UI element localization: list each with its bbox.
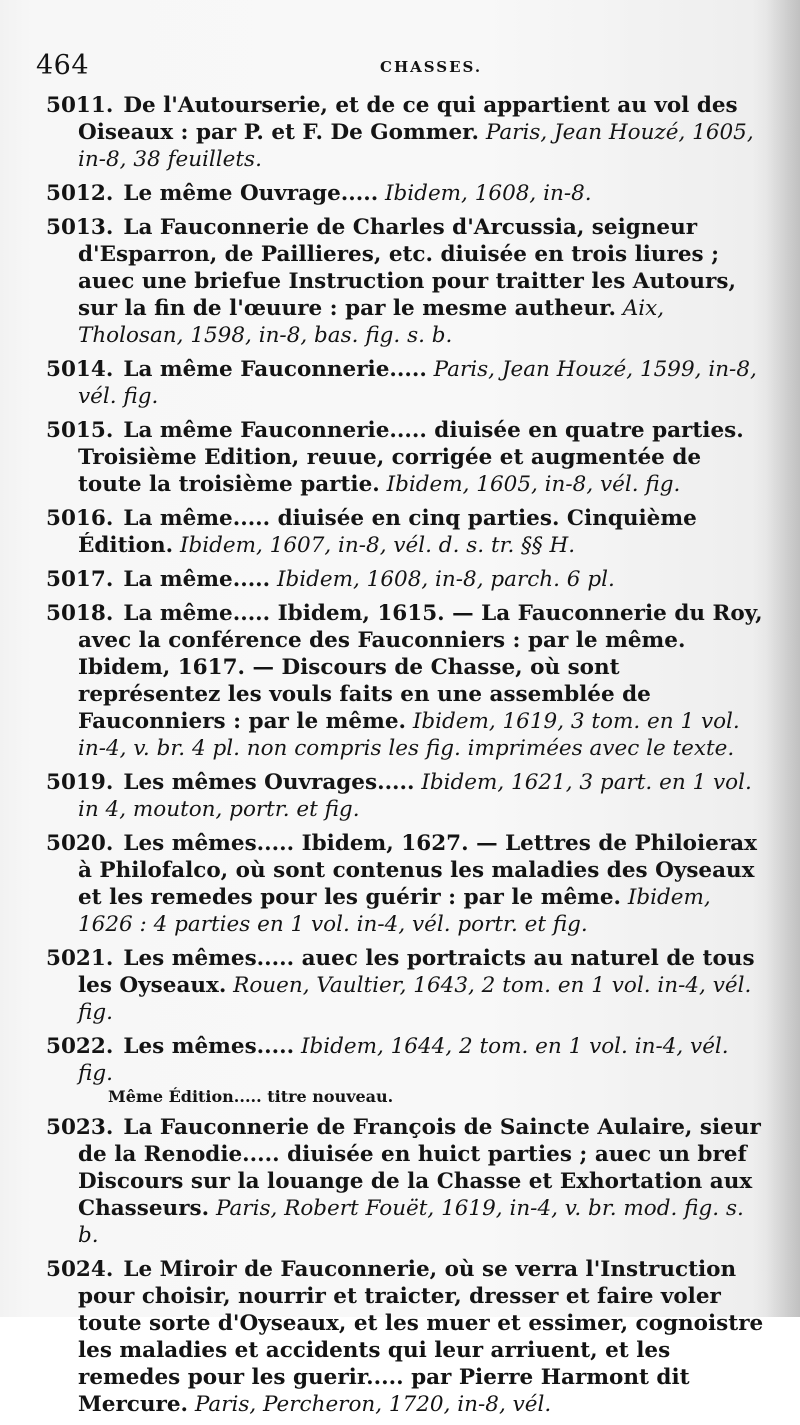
entry-title: La même..... diuisée en cinq parties. Cinquième Édition. <box>78 506 697 558</box>
entry-title: Le Miroir de Fauconnerie, où se verra l'Instruction pour choisir, nourrir et traicter, dresser et faire voler toute sorte d'Oyseaux, et les muer et essimer, cognoistre les maladies et accidents qui leur arriuent, et les remedes pour les guerir..... par Pierre Harmont dit Mercure. <box>78 1257 764 1417</box>
entry-number: 5017. <box>46 567 114 592</box>
entry-publication: Ibidem, 1605, in-8, vél. fig. <box>386 472 681 497</box>
catalogue-entry <box>36 1033 766 1107</box>
catalogue-entry <box>36 830 766 938</box>
entry-number: 5021. <box>46 946 114 971</box>
catalogue-entry <box>36 180 766 207</box>
entry-title: Les mêmes Ouvrages..... <box>123 770 415 795</box>
catalogue-entry <box>36 1256 766 1418</box>
catalogue-entry <box>36 92 766 173</box>
catalogue-entry <box>36 214 766 349</box>
entry-publication: Ibidem, 1619, 3 tom. en 1 vol. in-4, v. br. 4 pl. non compris les fig. imprimées avec le texte. <box>78 709 740 761</box>
entry-title: Les mêmes..... <box>123 1034 295 1059</box>
entry-number: 5012. <box>46 181 114 206</box>
catalogue-entry <box>36 417 766 498</box>
catalogue-entry <box>36 600 766 762</box>
running-head: CHASSES. <box>380 58 483 76</box>
catalogue-entry <box>36 1114 766 1249</box>
entry-number: 5024. <box>46 1257 114 1282</box>
entry-publication: Paris, Jean Houzé, 1599, in-8, vél. fig. <box>78 357 757 409</box>
entry-publication: Ibidem, 1626 : 4 parties en 1 vol. in-4, vél. portr. et fig. <box>78 885 711 937</box>
catalogue-entry <box>36 769 766 823</box>
entry-publication: Ibidem, 1607, in-8, vél. d. s. tr. §§ H. <box>180 533 576 558</box>
catalogue-entry <box>36 945 766 1026</box>
entry-title: La même Fauconnerie..... diuisée en quatre parties. Troisième Edition, reuue, corrigée et augmentée de toute la troisième partie. <box>78 418 744 497</box>
entry-title: De l'Autourserie, et de ce qui appartient au vol des Oiseaux : par P. et F. De Gommer. <box>78 93 738 145</box>
entry-publication: Ibidem, 1621, 3 part. en 1 vol. in 4, mouton, portr. et fig. <box>78 770 752 822</box>
entry-publication: Paris, Percheron, 1720, in-8, vél. <box>194 1392 552 1417</box>
entry-number: 5022. <box>46 1034 114 1059</box>
entry-number: 5018. <box>46 601 114 626</box>
entry-publication: Ibidem, 1608, in-8, parch. 6 pl. <box>277 567 615 592</box>
entry-title: Le même Ouvrage..... <box>123 181 379 206</box>
entry-number: 5014. <box>46 357 114 382</box>
entry-title: La même Fauconnerie..... <box>123 357 427 382</box>
entry-title: Les mêmes..... auec les portraicts au naturel de tous les Oyseaux. <box>78 946 755 998</box>
entry-number: 5019. <box>46 770 114 795</box>
entry-publication: Paris, Robert Fouët, 1619, in-4, v. br. mod. fig. s. b. <box>78 1196 744 1248</box>
entry-publication: Aix, Tholosan, 1598, in-8, bas. fig. s. b. <box>78 296 665 348</box>
entry-number: 5015. <box>46 418 114 443</box>
entry-title: La même..... Ibidem, 1615. — La Fauconnerie du Roy, avec la conférence des Fauconniers : par le même. Ibidem, 1617. — Discours de Chasse, où sont représentez les vouls faits en une assemblée de Fauconniers : par le même. <box>78 601 763 734</box>
catalogue-entry <box>36 566 766 593</box>
entry-number: 5013. <box>46 215 114 240</box>
catalogue-entry <box>36 505 766 559</box>
catalogue-entry <box>36 356 766 410</box>
catalogue-entries <box>36 92 766 1425</box>
entry-publication: Ibidem, 1608, in-8. <box>385 181 592 206</box>
entry-number: 5023. <box>46 1115 114 1140</box>
entry-publication: Ibidem, 1644, 2 tom. en 1 vol. in-4, vél. fig. <box>78 1034 729 1086</box>
entry-publication: Rouen, Vaultier, 1643, 2 tom. en 1 vol. in-4, vél. fig. <box>78 973 752 1025</box>
entry-title: La Fauconnerie de François de Saincte Aulaire, sieur de la Renodie..... diuisée en huict parties ; auec un bref Discours sur la louange de la Chasse et Exhortation aux Chasseurs. <box>78 1115 761 1221</box>
entry-publication: Paris, Jean Houzé, 1605, in-8, 38 feuillets. <box>78 120 754 172</box>
entry-title: La même..... <box>123 567 271 592</box>
entry-note: Même Édition..... titre nouveau. <box>108 1087 394 1106</box>
page-number: 464 <box>36 50 90 81</box>
entry-number: 5020. <box>46 831 114 856</box>
entry-number: 5011. <box>46 93 114 118</box>
entry-title: Les mêmes..... Ibidem, 1627. — Lettres de Philoierax à Philofalco, où sont contenus les maladies des Oyseaux et les remedes pour les guérir : par le même. <box>78 831 757 910</box>
entry-title: La Fauconnerie de Charles d'Arcussia, seigneur d'Esparron, de Paillieres, etc. diuisée en trois liures ; auec une briefue Instruction pour traitter les Autours, sur la fin de l'œuure : par le mesme autheur. <box>78 215 736 321</box>
page-header <box>36 50 756 84</box>
entry-number: 5016. <box>46 506 114 531</box>
